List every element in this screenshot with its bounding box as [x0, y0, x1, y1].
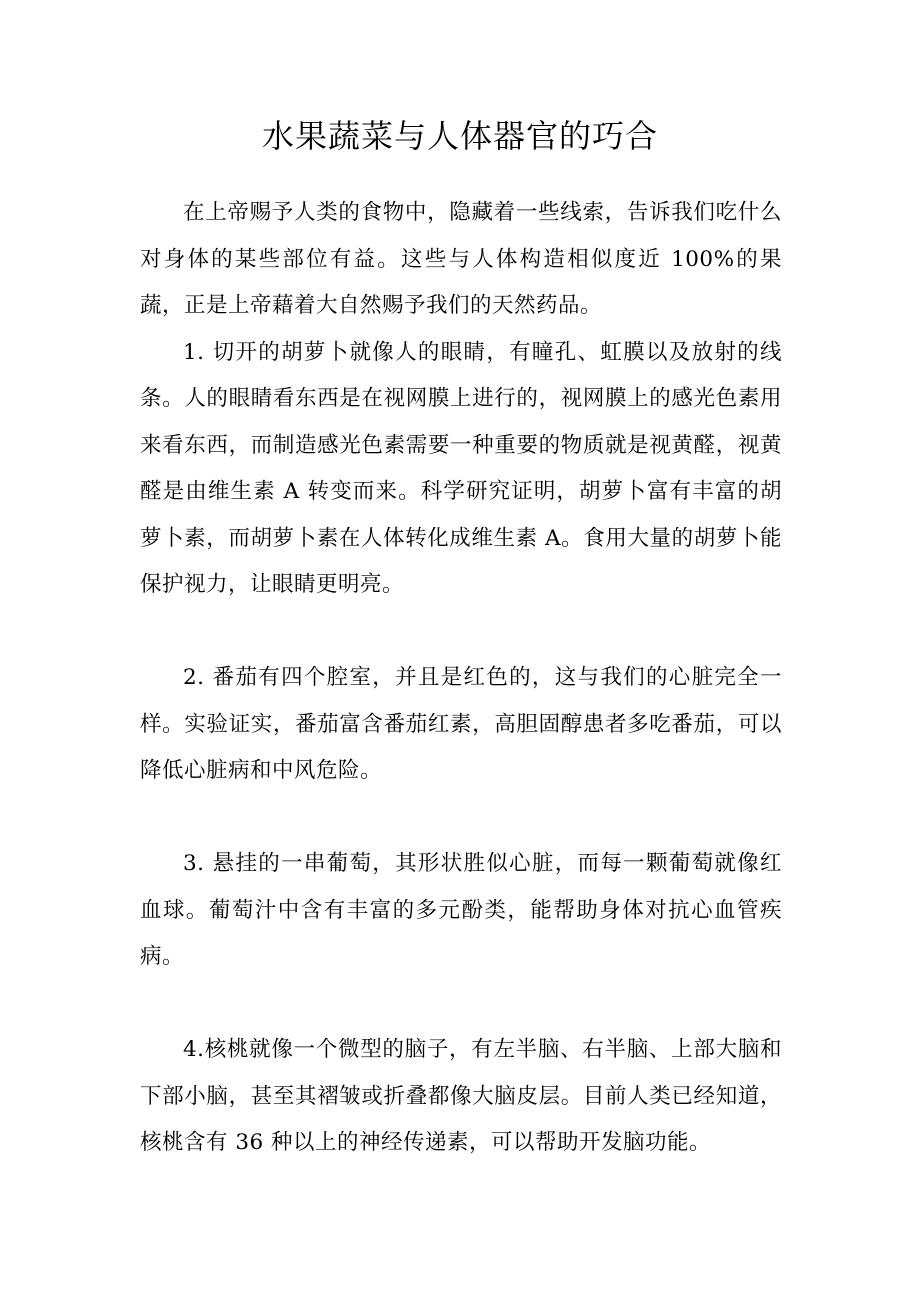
intro-paragraph: 在上帝赐予人类的食物中，隐藏着一些线索，告诉我们吃什么对身体的某些部位有益。这些与人体构造相似度近 100%的果蔬，正是上帝藉着大自然赐予我们的天然药品。: [140, 200, 782, 318]
tomato-paragraph: 2. 番茄有四个腔室，并且是红色的，这与我们的心脏完全一样。实验证实，番茄富含番茄红素，高胆固醇患者多吃番茄，可以降低心脏病和中风危险。: [140, 665, 782, 783]
paragraph-spacer: [140, 981, 782, 1028]
paragraph-spacer: [140, 795, 782, 842]
document-body: [140, 190, 782, 1167]
paragraph-spacer: [140, 609, 782, 656]
document-title: 水果蔬菜与人体器官的巧合: [261, 117, 658, 155]
walnut-paragraph: 4.核桃就像一个微型的脑子，有左半脑、右半脑、上部大脑和下部小脑，甚至其褶皱或折叠都像大脑皮层。目前人类已经知道，核桃含有 36 种以上的神经传递素，可以帮助开发脑功能。: [140, 1037, 782, 1155]
grape-paragraph: 3. 悬挂的一串葡萄，其形状胜似心脏，而每一颗葡萄就像红血球。葡萄汁中含有丰富的多元酚类，能帮助身体对抗心血管疾病。: [140, 851, 782, 969]
carrot-paragraph: 1. 切开的胡萝卜就像人的眼睛，有瞳孔、虹膜以及放射的线条。人的眼睛看东西是在视网膜上进行的，视网膜上的感光色素用来看东西，而制造感光色素需要一种重要的物质就是视黄醛，视黄醛是由维生素 A 转变而来。科学研究证明，胡萝卜富有丰富的胡萝卜素，而胡萝卜素在人体转化成维生素 A。食用大量的胡萝卜能保护视力，让眼睛更明亮。: [140, 339, 782, 597]
